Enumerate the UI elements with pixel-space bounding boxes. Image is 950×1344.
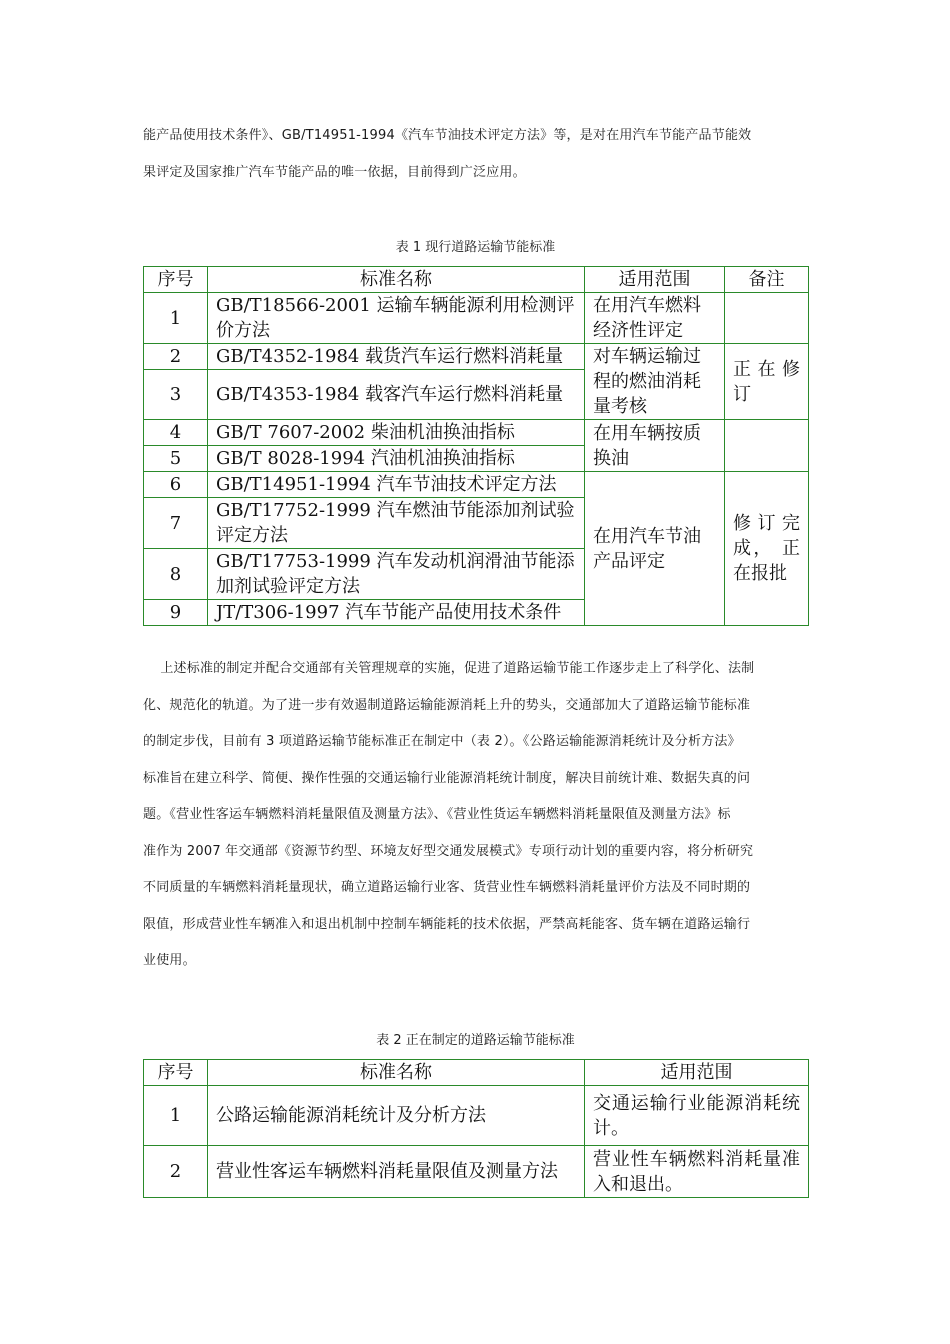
table1-row9-name: JT/T306-1997 汽车节能产品使用技术条件 [208, 600, 585, 626]
table2-header-row [144, 1060, 809, 1086]
table1-header-note: 备注 [725, 267, 809, 293]
table1-row3-name: GB/T4353-1984 载客汽车运行燃料消耗量 [208, 370, 585, 420]
table1-header-no: 序号 [144, 267, 208, 293]
table1-row9-no: 9 [144, 600, 208, 626]
table2-header-no: 序号 [144, 1060, 208, 1086]
table1-row3-no: 3 [144, 370, 208, 420]
body-line-8: 限值，形成营业性车辆准入和退出机制中控制车辆能耗的技术依据，严禁高耗能客、货车辆在道路运输行 [143, 917, 751, 932]
body-line-1 [143, 651, 808, 688]
table-row [144, 1146, 809, 1198]
body-line-1-text: 上述标准的制定并配合交通部有关管理规章的实施，促进了道路运输节能工作逐步走上了科学化、法制 [160, 661, 755, 676]
body-line-7: 不同质量的车辆燃料消耗量现状，确立道路运输行业客、货营业性车辆燃料消耗量评价方法及不同时期的 [143, 880, 751, 895]
table2-row2-scope: 营业性车辆燃料消耗量准入和退出。 [585, 1146, 809, 1198]
table1-row1-name: GB/T18566-2001 运输车辆能源利用检测评价方法 [208, 293, 585, 344]
table2-row2-name: 营业性客运车辆燃料消耗量限值及测量方法 [208, 1146, 585, 1198]
table1-caption: 表 1 现行道路运输节能标准 [395, 240, 556, 255]
intro-line-2: 果评定及国家推广汽车节能产品的唯一依据，目前得到广泛应用。 [143, 165, 526, 180]
table1-row6-no: 6 [144, 472, 208, 498]
table2-row2-no: 2 [144, 1146, 208, 1198]
table1-header-name: 标准名称 [208, 267, 585, 293]
table1-row5-no: 5 [144, 446, 208, 472]
table1-header-row [144, 267, 809, 293]
table1 [143, 266, 809, 626]
table1-note-1: 正 在 修订 [725, 344, 809, 420]
table1-note-empty-1 [725, 293, 809, 344]
table1-row7-name: GB/T17752-1999 汽车燃油节能添加剂试验评定方法 [208, 498, 585, 549]
table2-row1-scope: 交通运输行业能源消耗统计。 [585, 1086, 809, 1146]
table1-note-empty-2 [725, 420, 809, 472]
body-line-6: 准作为 2007 年交通部《资源节约型、环境友好型交通发展模式》专项行动计划的重要内容，将分析研究 [143, 844, 754, 859]
table1-scope-4: 在用汽车节油产品评定 [585, 472, 725, 626]
table1-row5-name: GB/T 8028-1994 汽油机油换油指标 [208, 446, 585, 472]
table1-scope-1: 在用汽车燃料经济性评定 [585, 293, 725, 344]
table1-note-2: 修 订 完成， 正在报批 [725, 472, 809, 626]
table2-row1-name: 公路运输能源消耗统计及分析方法 [208, 1086, 585, 1146]
table1-scope-3: 在用车辆按质换油 [585, 420, 725, 472]
table1-header-scope: 适用范围 [585, 267, 725, 293]
table2 [143, 1059, 809, 1198]
table1-row7-no: 7 [144, 498, 208, 549]
table1-row4-name: GB/T 7607-2002 柴油机油换油指标 [208, 420, 585, 446]
table1-row4-no: 4 [144, 420, 208, 446]
table1-scope-2: 对车辆运输过程的燃油消耗量考核 [585, 344, 725, 420]
body-line-4: 标准旨在建立科学、简便、操作性强的交通运输行业能源消耗统计制度，解决目前统计难、数据失真的问 [143, 771, 751, 786]
table1-row8-name: GB/T17753-1999 汽车发动机润滑油节能添加剂试验评定方法 [208, 549, 585, 600]
table2-caption: 表 2 正在制定的道路运输节能标准 [376, 1033, 575, 1048]
table2-row1-no: 1 [144, 1086, 208, 1146]
table1-row2-no: 2 [144, 344, 208, 370]
table-row [144, 1086, 809, 1146]
table2-header-scope: 适用范围 [585, 1060, 809, 1086]
body-line-3: 的制定步伐，目前有 3 项道路运输节能标准正在制定中（表 2）。《公路运输能源消耗统计及分析方法》 [143, 734, 741, 749]
table-row [144, 293, 809, 344]
table-row [144, 420, 809, 446]
table1-row2-name: GB/T4352-1984 载货汽车运行燃料消耗量 [208, 344, 585, 370]
body-line-5: 题。《营业性客运车辆燃料消耗量限值及测量方法》、《营业性货运车辆燃料消耗量限值及测量方法》标 [143, 807, 731, 822]
table1-row6-name: GB/T14951-1994 汽车节油技术评定方法 [208, 472, 585, 498]
body-line-9: 业使用。 [143, 953, 196, 968]
intro-line-1: 能产品使用技术条件》、GB/T14951-1994《汽车节油技术评定方法》等，是对在用汽车节能产品节能效 [143, 128, 752, 143]
table-row [144, 344, 809, 370]
table2-header-name: 标准名称 [208, 1060, 585, 1086]
table1-row8-no: 8 [144, 549, 208, 600]
table-row [144, 472, 809, 498]
body-line-2: 化、规范化的轨道。为了进一步有效遏制道路运输能源消耗上升的势头，交通部加大了道路运输节能标准 [143, 698, 751, 713]
table1-row1-no: 1 [144, 293, 208, 344]
